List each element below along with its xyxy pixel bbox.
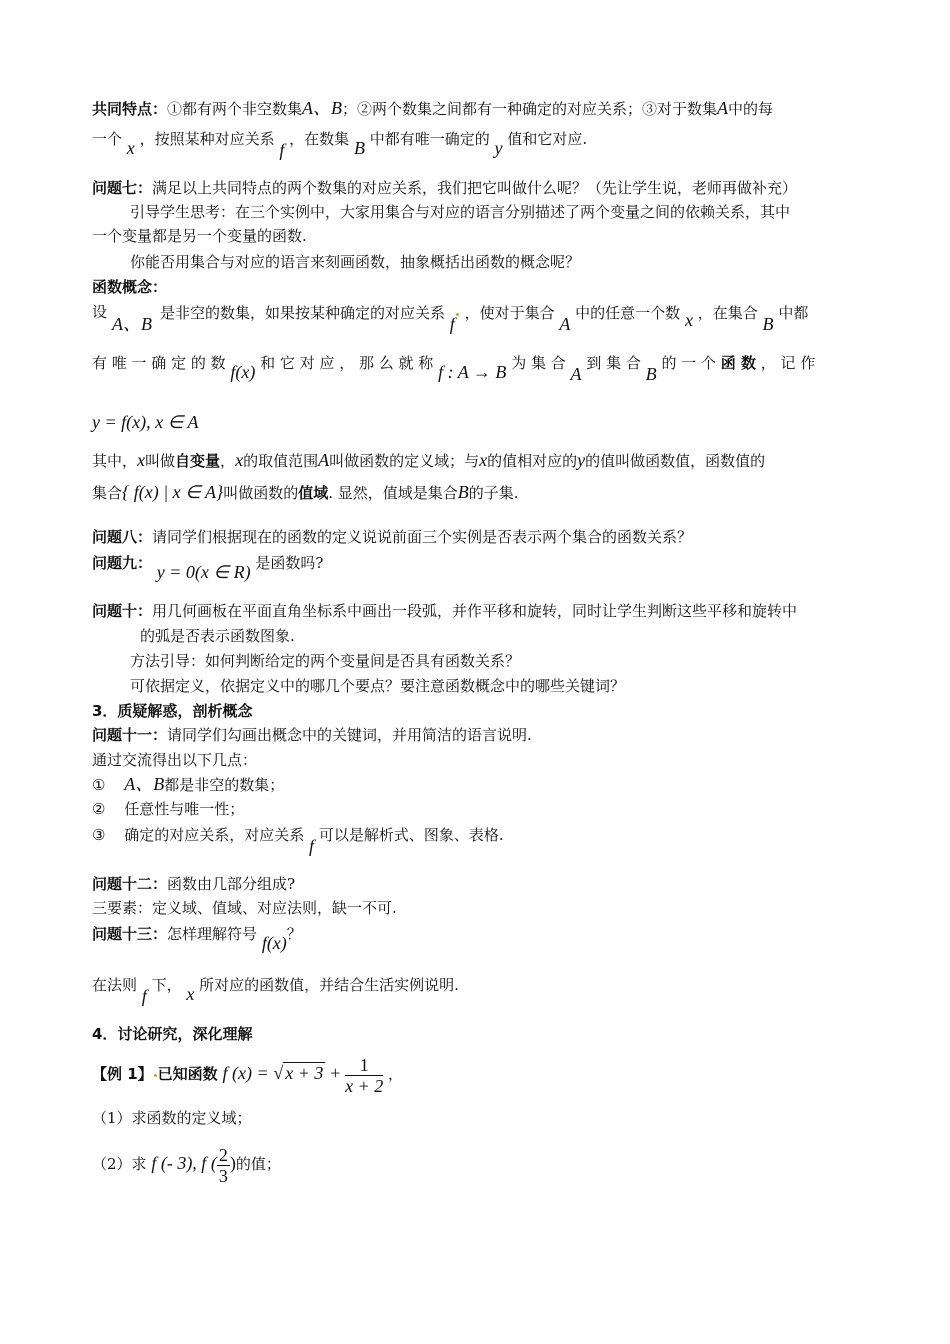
fraction [345, 1055, 383, 1096]
math-ab: A、B [112, 314, 152, 334]
text: 已知函数 [157, 1065, 218, 1083]
text: 叫做 [145, 452, 176, 470]
text: 都是非空的数集； [164, 776, 285, 794]
function-term: 函 数 [720, 354, 756, 372]
text: 的值叫做函数值，函数值的 [585, 452, 766, 470]
text: 可以是解析式、图象、表格. [318, 826, 504, 844]
text: 的子集. [468, 484, 519, 502]
concept-line-1 [92, 302, 107, 322]
text: 的取值范围 [243, 452, 319, 470]
math-a: A [717, 98, 729, 118]
text: 确定的对应关系，对应关系 [124, 826, 305, 844]
question-13-answer [92, 974, 459, 1006]
formula-lhs: f (x) = [222, 1063, 269, 1083]
range-set: { f(x) | x ∈ A} [122, 482, 224, 502]
text: 和 它 对 应 ， 那 么 就 称 [260, 354, 434, 372]
text: 下， [151, 976, 182, 994]
question-12 [92, 874, 295, 894]
text: 请同学们根据现在的函数的定义说说前面三个实例是否表示两个集合的函数关系？ [152, 528, 693, 546]
text: 任意性与唯一性； [124, 800, 245, 818]
common-features-line-1 [92, 98, 773, 119]
text: 有 唯 一 确 定 的 数 [92, 354, 226, 372]
sqrt-term: √ x + 3 [273, 1063, 324, 1083]
definition-explanation-1 [92, 450, 765, 471]
text: 中都 [778, 304, 809, 322]
math-x: x [137, 450, 146, 470]
text: . 显然，值域是集合 [328, 484, 458, 502]
text: （2）求 [92, 1155, 147, 1173]
math-b: B [645, 364, 657, 384]
text: ， 记 作 [760, 354, 816, 372]
numerator: 1 [345, 1055, 383, 1076]
concept-heading: 函数概念： [92, 278, 168, 296]
formula: y = 0(x ∈ R) [156, 562, 251, 582]
guide-line-1: 引导学生思考：在三个实例中，大家用集合与对应的语言分别描述了两个变量之间的依赖关系，其中 [130, 203, 791, 221]
math-x: x [479, 450, 488, 470]
question-12-label: 问题十二： [92, 875, 168, 893]
function-formula [92, 412, 198, 433]
independent-variable-term: 自变量 [175, 452, 221, 470]
text: 是非空的数集，如果按某种确定的对应关系 [160, 304, 446, 322]
math-fx: f(x) [261, 933, 287, 953]
question-7 [92, 178, 797, 198]
denominator: 3 [218, 1165, 228, 1186]
math-b: B [353, 138, 365, 158]
math-f: f [449, 314, 455, 334]
point-3 [92, 824, 504, 856]
concept-line-1b [160, 302, 809, 334]
text: 为 集 合 [511, 354, 566, 372]
math-a: A [318, 450, 330, 470]
question-9-label: 问题九： [92, 554, 153, 572]
math-b: B [762, 314, 774, 334]
example-1-part-1: （1）求函数的定义域； [92, 1109, 252, 1127]
concept-line-2 [92, 352, 862, 384]
text: 中的每 [728, 100, 774, 118]
question-8 [92, 527, 692, 547]
text: 所对应的函数值，并结合生活实例说明. [199, 976, 459, 994]
text: ， [220, 452, 236, 470]
question-7-label: 问题七： [92, 179, 153, 197]
point-number: ③ [92, 826, 106, 844]
text: 用几何画板在平面直角坐标系中画出一段弧，并作平移和旋转，同时让学生判断这些平移和旋转中 [152, 602, 798, 620]
text: 的 一 个 [661, 354, 716, 372]
text: 在法则 [92, 976, 138, 994]
point-number: ① [92, 776, 106, 794]
method-guide-2: 可依据定义，依据定义中的哪几个要点？要注意函数概念中的哪些关键词？ [130, 677, 626, 695]
three-elements: 三要素：定义域、值域、对应法则，缺一不可. [92, 899, 397, 917]
concept-ab [112, 314, 152, 335]
text: 设 [92, 303, 108, 321]
point-1 [92, 774, 284, 795]
text: ①都有两个非空数集 [167, 100, 303, 118]
text: ，在数集 [289, 130, 350, 148]
numerator: 2 [218, 1144, 228, 1165]
math-f: f [141, 986, 147, 1006]
dot-mark [456, 313, 459, 316]
question-10-cont: 的弧是否表示函数图象. [140, 627, 295, 645]
guide-line-2: 一个变量都是另一个变量的函数. [92, 227, 307, 245]
common-features-line-2 [92, 128, 588, 160]
math-x: x [186, 984, 195, 1004]
question-9 [92, 552, 324, 582]
question-13-label: 问题十三： [92, 925, 168, 943]
text: 的值相对应的 [487, 452, 578, 470]
text: ， [388, 1065, 404, 1083]
question-8-label: 问题八： [92, 528, 153, 546]
math-f: f [309, 836, 315, 856]
math-x: x [126, 138, 135, 158]
example-1-part-2 [92, 1140, 281, 1186]
math-y: y [577, 450, 586, 470]
text: ；②两个数集之间都有一种确定的对应关系；③对于数集 [342, 100, 718, 118]
method-guide-1: 方法引导：如何判断给定的两个变量间是否具有函数关系？ [130, 652, 521, 670]
exchange-intro: 通过交流得出以下几点： [92, 751, 258, 769]
section-3-heading: 3．质疑解惑，剖析概念 [92, 702, 253, 720]
text: ？ [286, 925, 302, 943]
common-features-label: 共同特点： [92, 100, 168, 118]
denominator: x + 2 [345, 1075, 384, 1096]
text: 函数由几部分组成? [167, 875, 296, 893]
fraction [217, 1145, 230, 1186]
math-f: f [279, 140, 285, 160]
math-a: A [570, 364, 582, 384]
math-ab: A、B [124, 774, 165, 794]
section-4-heading: 4．讨论研究，深化理解 [92, 1025, 253, 1043]
text: ，在集合 [697, 304, 758, 322]
text: 值和它对应. [507, 130, 588, 148]
text: 满足以上共同特点的两个数集的对应关系，我们把它叫做什么呢？（先让学生说，老师再做补充） [152, 179, 798, 197]
math-map: f : A → B [438, 362, 507, 382]
guide-line-3: 你能否用集合与对应的语言来刻画函数，抽象概括出函数的概念呢？ [130, 253, 581, 271]
formula: f (- 3), f ( [151, 1153, 217, 1173]
plus-sign: + [330, 1063, 341, 1083]
text: 请同学们勾画出概念中的关键词，并用简洁的语言说明. [167, 726, 532, 744]
radicand: x + 3 [285, 1063, 324, 1083]
text: 到 集 合 [586, 354, 641, 372]
math-x: x [235, 450, 244, 470]
text: ，使对于集合 [464, 304, 555, 322]
text: 中的任意一个数 [575, 304, 681, 322]
text: 的值； [235, 1155, 281, 1173]
example-1-label: 【例 1】 [92, 1065, 153, 1083]
text: 中都有唯一确定的 [369, 130, 490, 148]
point-2 [92, 799, 244, 819]
text: 叫做函数的 [223, 484, 299, 502]
question-13 [92, 923, 302, 953]
question-11-label: 问题十一： [92, 726, 168, 744]
text: 怎样理解符号 [167, 925, 258, 943]
question-11 [92, 725, 532, 745]
dot-mark [154, 1074, 157, 1077]
text: 是函数吗? [255, 554, 324, 572]
text: 其中， [92, 452, 138, 470]
math-fx: f(x) [230, 362, 256, 382]
point-number: ② [92, 800, 106, 818]
text: 叫做函数的定义域；与 [329, 452, 480, 470]
math-b: B [457, 482, 469, 502]
text: 集合 [92, 484, 123, 502]
paren: ) [229, 1153, 236, 1173]
question-10-label: 问题十： [92, 602, 153, 620]
example-1 [92, 1050, 403, 1096]
text: 一个 [92, 130, 123, 148]
text: ，按照某种对应关系 [139, 130, 275, 148]
math-a: A [559, 314, 571, 334]
formula: y = f(x), x ∈ A [92, 412, 199, 432]
math-x: x [684, 310, 693, 330]
question-10 [92, 601, 797, 621]
definition-explanation-2 [92, 482, 519, 503]
range-term: 值域 [298, 484, 329, 502]
math-ab: A、B [302, 98, 343, 118]
math-y: y [494, 138, 503, 158]
